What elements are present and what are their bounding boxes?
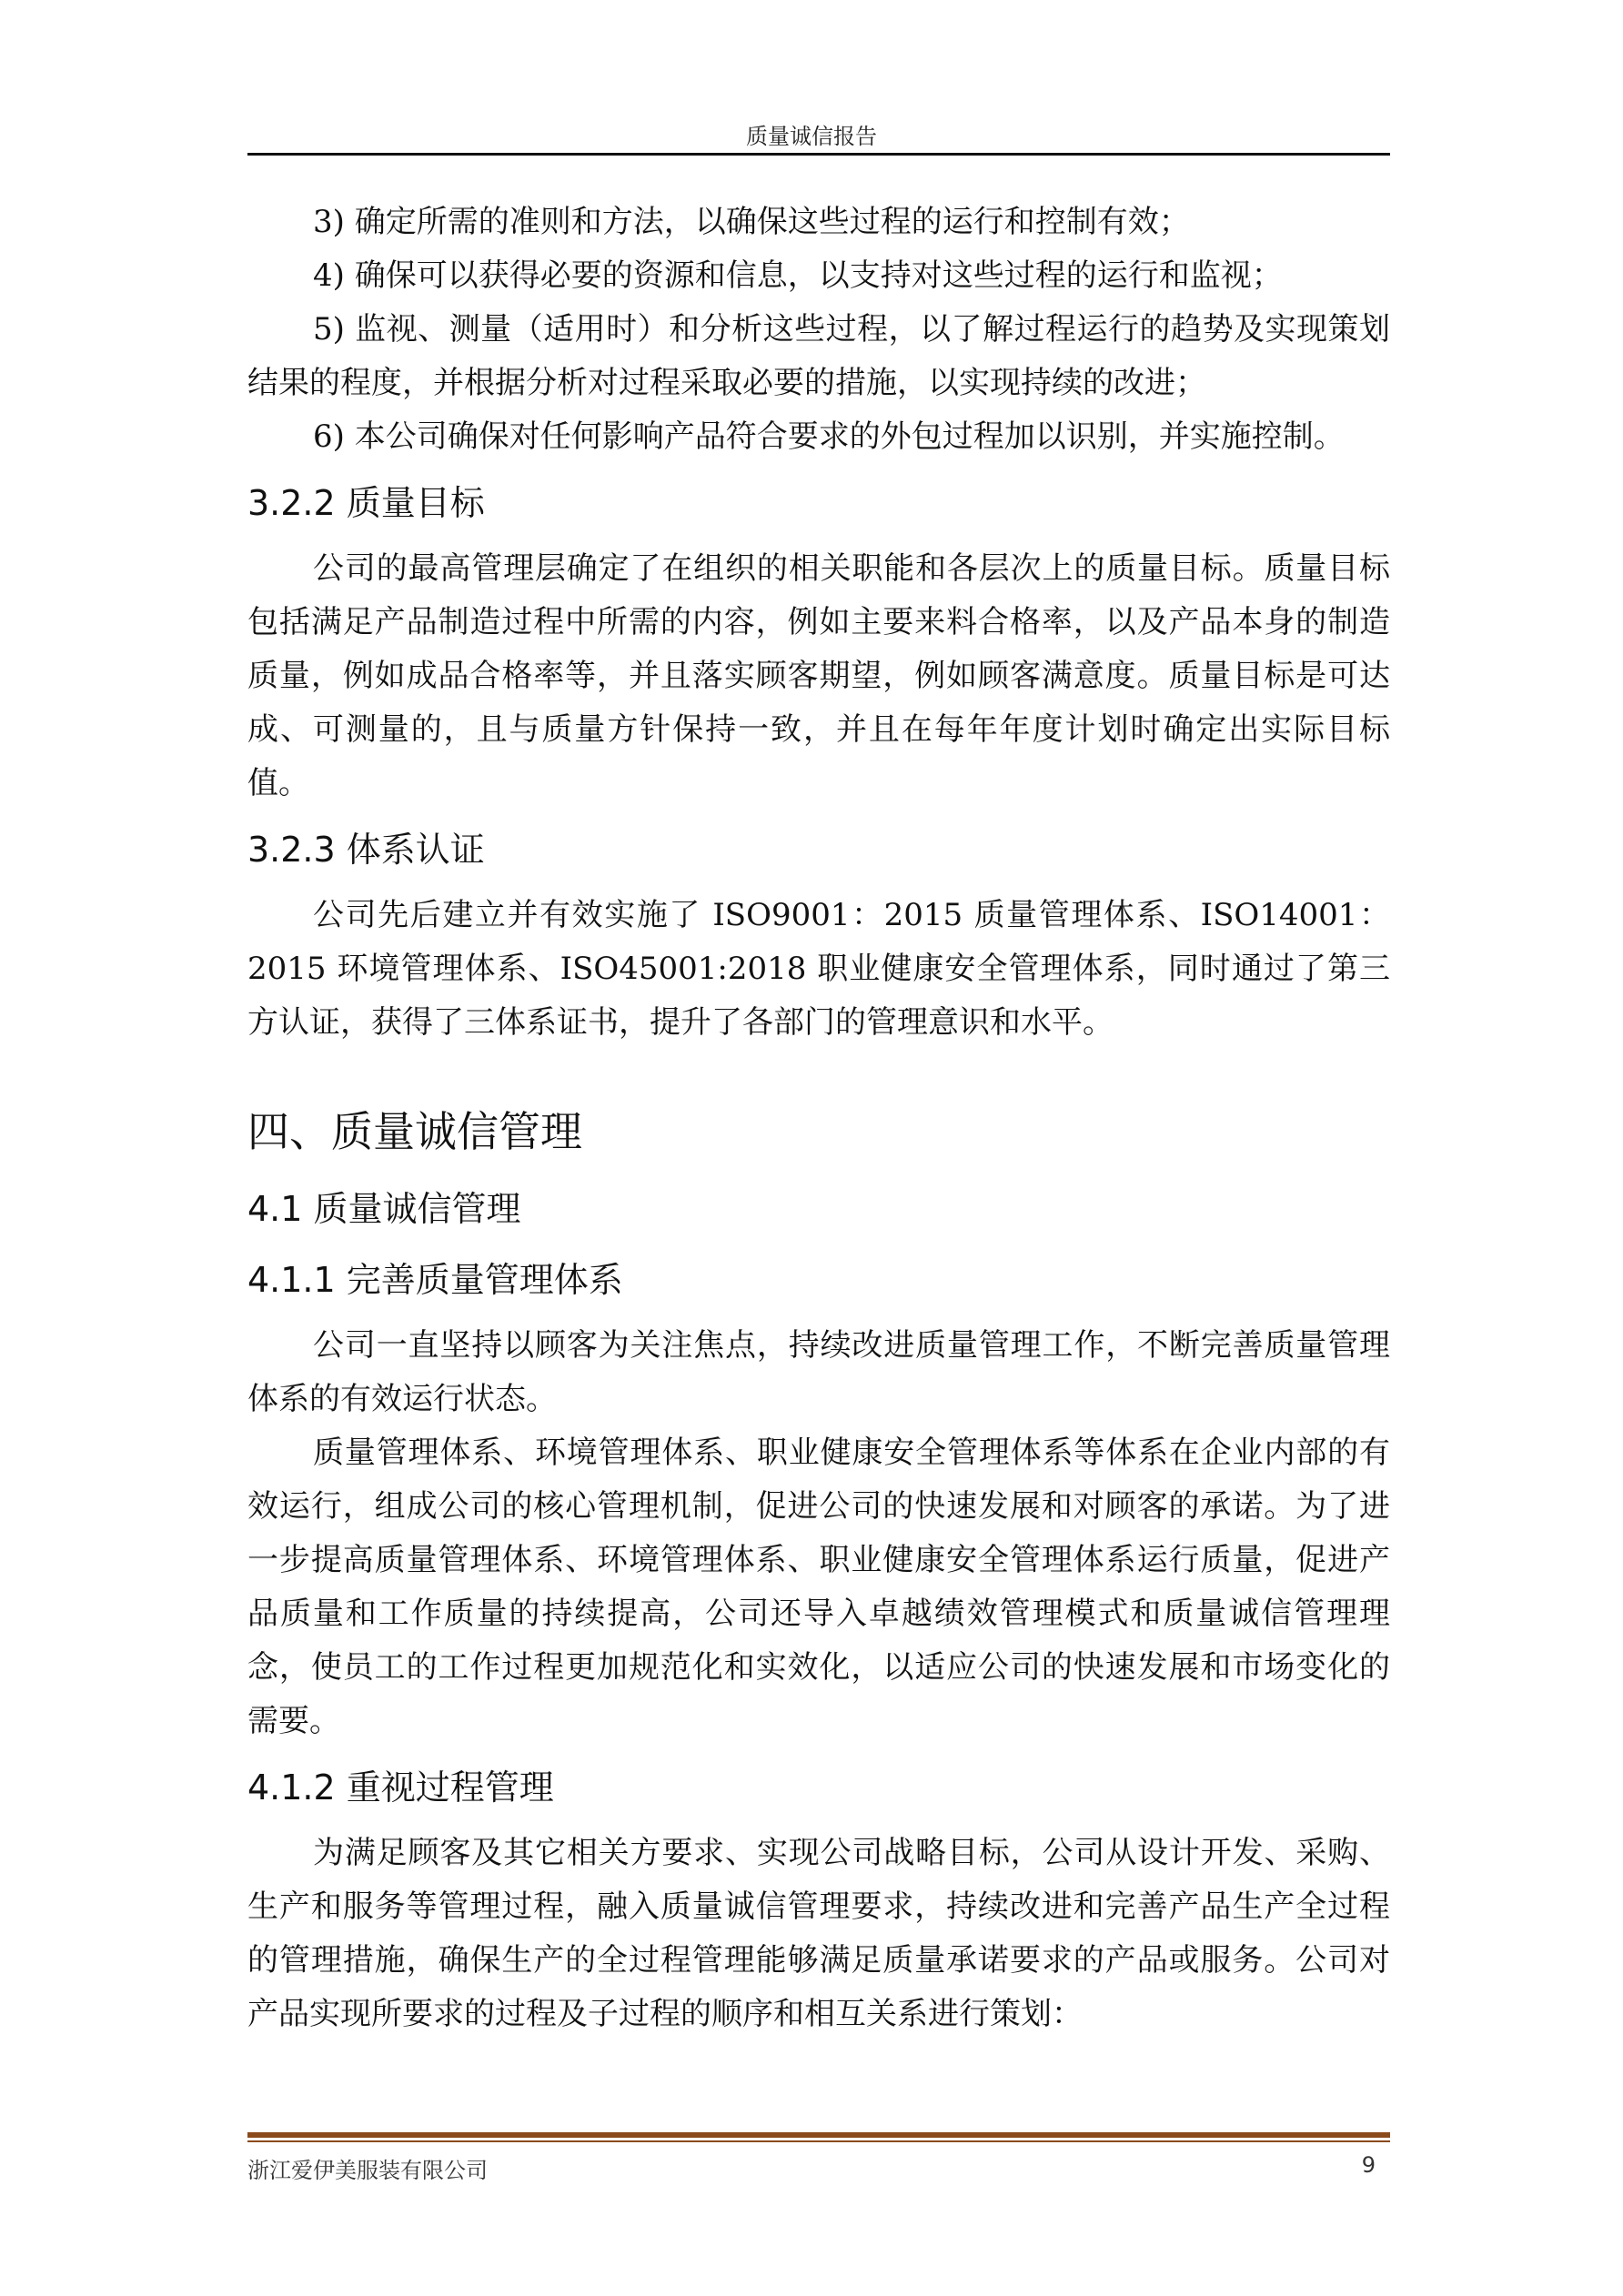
section-4-1-1-paragraph-2: 质量管理体系、环境管理体系、职业健康安全管理体系等体系在企业内部的有效运行，组成公司的核心管理机制，促进公司的快速发展和对顾客的承诺。为了进一步提高质量管理体系、环境管理体系、职业健康安全管理体系运行质量，促进产品质量和工作质量的持续提高，公司还导入卓越绩效管理模式和质量诚信管理理念，使员工的工作过程更加规范化和实效化，以适应公司的快速发展和市场变化的需要。 (247, 1435, 1390, 1739)
section-4-1-1-heading: 4.1.1 完善质量管理体系 (247, 1260, 623, 1300)
footer-page-number: 9 (1361, 2152, 1376, 2178)
document-body (247, 196, 1390, 2041)
chapter-4-heading: 四、质量诚信管理 (247, 1107, 582, 1156)
footer-divider-thick (247, 2132, 1390, 2138)
section-4-1-2-heading: 4.1.2 重视过程管理 (247, 1767, 554, 1808)
list-item-3: 3) 确定所需的准则和方法，以确保这些过程的运行和控制有效； (313, 204, 1190, 240)
page-header-title: 质量诚信报告 (746, 124, 877, 149)
list-item-5: 5) 监视、测量（适用时）和分析这些过程，以了解过程运行的趋势及实现策划结果的程度，并根据分析对过程采取必要的措施，以实现持续的改进； (247, 311, 1390, 401)
section-3-2-3-heading: 3.2.3 体系认证 (247, 830, 485, 870)
section-3-2-2-heading: 3.2.2 质量目标 (247, 483, 485, 523)
list-item-6: 6) 本公司确保对任何影响产品符合要求的外包过程加以识别，并实施控制。 (313, 418, 1345, 455)
section-3-2-3-paragraph: 公司先后建立并有效实施了 ISO9001：2015 质量管理体系、ISO14001：2015 环境管理体系、ISO45001:2018 职业健康安全管理体系，同时通过了第三方认证，获得了三体系证书，提升了各部门的管理意识和水平。 (247, 897, 1390, 1041)
section-3-2-2-paragraph: 公司的最高管理层确定了在组织的相关职能和各层次上的质量目标。质量目标包括满足产品制造过程中所需的内容，例如主要来料合格率，以及产品本身的制造质量，例如成品合格率等，并且落实顾客期望，例如顾客满意度。质量目标是可达成、可测量的，且与质量方针保持一致，并且在每年年度计划时确定出实际目标值。 (247, 550, 1390, 801)
footer-divider-thin (247, 2140, 1390, 2142)
section-4-1-2-paragraph: 为满足顾客及其它相关方要求、实现公司战略目标，公司从设计开发、采购、生产和服务等管理过程，融入质量诚信管理要求，持续改进和完善产品生产全过程的管理措施，确保生产的全过程管理能够满足质量承诺要求的产品或服务。公司对产品实现所要求的过程及子过程的顺序和相互关系进行策划： (247, 1835, 1390, 2032)
footer-company-name: 浙江爱伊美服装有限公司 (247, 2158, 488, 2183)
section-4-1-1-paragraph-1: 公司一直坚持以顾客为关注焦点，持续改进质量管理工作，不断完善质量管理体系的有效运行状态。 (247, 1327, 1390, 1417)
section-4-1-heading: 4.1 质量诚信管理 (247, 1189, 521, 1229)
header-divider (247, 153, 1390, 156)
list-item-4: 4) 确保可以获得必要的资源和信息，以支持对这些过程的运行和监视； (313, 257, 1283, 294)
